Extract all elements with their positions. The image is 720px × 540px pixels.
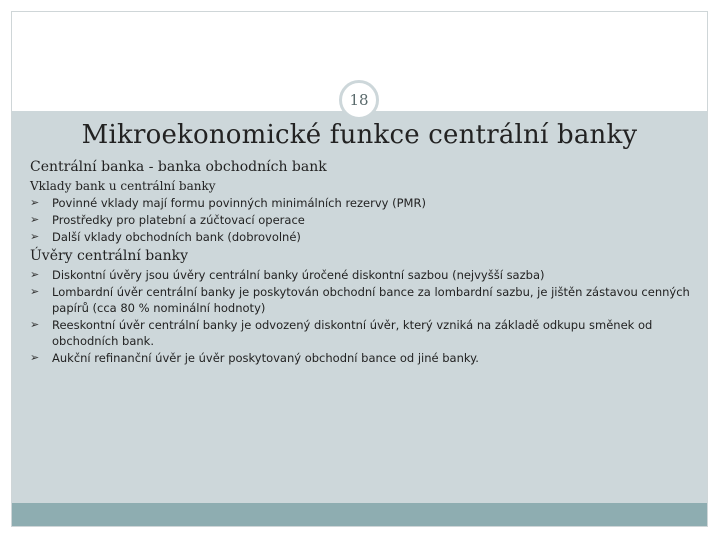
- arrow-bullet-icon: ➢: [30, 318, 40, 331]
- list-item: [30, 317, 690, 349]
- arrow-bullet-icon: ➢: [30, 285, 40, 298]
- arrow-bullet-icon: ➢: [30, 351, 40, 364]
- list-item-text: Povinné vklady mají formu povinných minimálních rezervy (PMR): [52, 196, 426, 210]
- slide-title: Mikroekonomické funkce centrální banky: [81, 120, 638, 150]
- list-item-text: Diskontní úvěry jsou úvěry centrální banky úročené diskontní sazbou (nejvyšší sazba): [52, 268, 545, 282]
- list-item: [30, 229, 690, 245]
- list-item: [30, 350, 690, 366]
- list-item-text: Aukční refinanční úvěr je úvěr poskytovaný obchodní bance od jiné banky.: [52, 351, 479, 365]
- list-item-text: Lombardní úvěr centrální banky je poskytován obchodní bance za lombardní sazbu, je jištěn zástavou cenných papírů (cca 80 % nominální hodnoty): [52, 285, 690, 315]
- deposits-heading: Vklady bank u centrální banky: [30, 179, 216, 193]
- slide-number: 18: [339, 80, 379, 120]
- arrow-bullet-icon: ➢: [30, 196, 40, 209]
- list-item-text: Reeskontní úvěr centrální banky je odvozený diskontní úvěr, který vzniká na základě odkupu směnek od obchodních bank.: [52, 318, 653, 348]
- subheading: Centrální banka - banka obchodních bank: [30, 159, 327, 175]
- arrow-bullet-icon: ➢: [30, 213, 40, 226]
- arrow-bullet-icon: ➢: [30, 230, 40, 243]
- loans-list: [30, 267, 690, 367]
- list-item: [30, 212, 690, 228]
- list-item-text: Další vklady obchodních bank (dobrovolné): [52, 230, 301, 244]
- list-item: [30, 195, 690, 211]
- deposits-list: [30, 195, 690, 246]
- arrow-bullet-icon: ➢: [30, 268, 40, 281]
- loans-heading: Úvěry centrální banky: [30, 248, 188, 264]
- list-item: [30, 267, 690, 283]
- footer-band: [12, 503, 707, 526]
- list-item-text: Prostředky pro platební a zúčtovací operace: [52, 213, 305, 227]
- list-item: [30, 284, 690, 316]
